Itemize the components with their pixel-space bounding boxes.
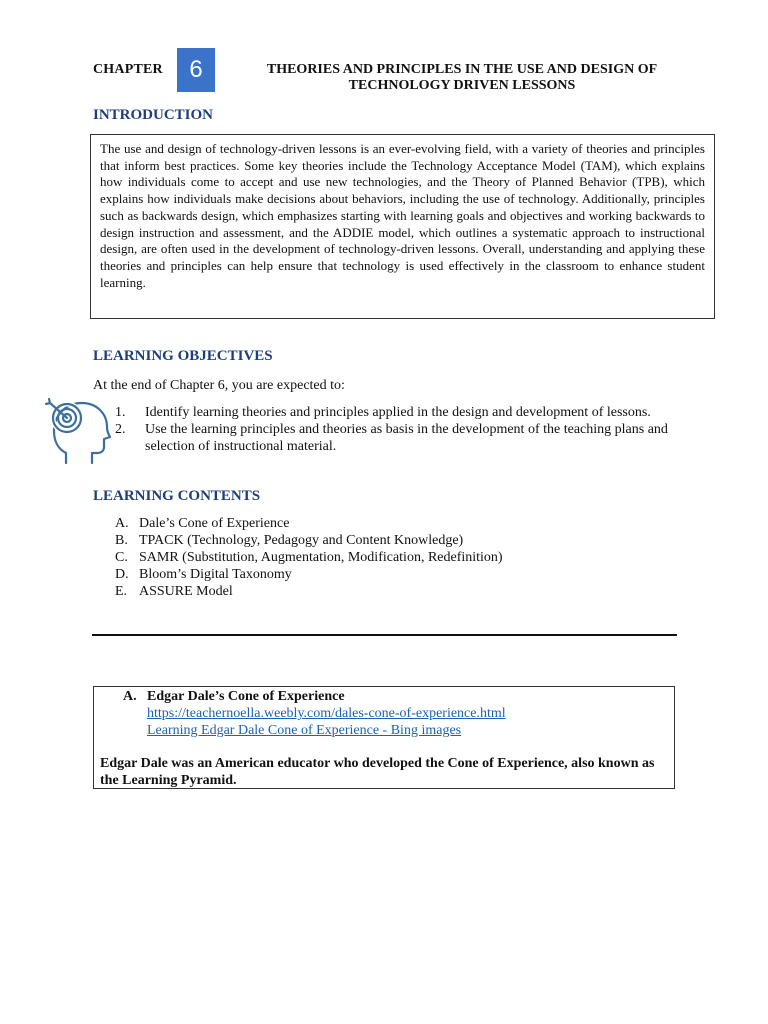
introduction-text: The use and design of technology-driven lessons is an ever-evolving field, with a variety of theories and principles that inform best practices. Some key theories include the Technology Acceptance Model (TAM), which explains how individuals come to accept and use new technologies, and the Theory of Planned Behavior (TPB), which explains how individuals make decisions about behaviors, including the use of technology. Additionally, principles such as backwards design, which emphasizes starting with learning goals and objectives and working backwards to design instruction and assessment, and the ADDIE model, which outlines a systematic approach to instructional design, are often used in the development of technology-driven lessons. Overall, understanding and applying these theories and principles can help ensure that technology is used effectively in the classroom to enhance student learning. <box>100 141 705 290</box>
objective-number: 1. <box>115 405 126 420</box>
content-text: Bloom’s Digital Taxonomy <box>139 567 292 582</box>
cone-section-letter: A. <box>123 689 137 704</box>
teachernoella-link[interactable]: https://teachernoella.weebly.com/dales-cone-of-experience.html <box>147 706 506 721</box>
bing-images-link[interactable]: Learning Edgar Dale Cone of Experience - Bing images <box>147 723 462 738</box>
content-item <box>115 566 503 583</box>
cone-of-experience-box <box>93 686 675 789</box>
learning-objectives-heading: LEARNING OBJECTIVES <box>93 348 273 364</box>
section-divider <box>92 634 677 636</box>
content-letter: C. <box>115 550 128 565</box>
head-target-icon <box>42 397 112 467</box>
chapter-title-line-2: TECHNOLOGY DRIVEN LESSONS <box>348 78 576 93</box>
content-item <box>115 515 503 532</box>
content-text: Dale’s Cone of Experience <box>139 516 290 531</box>
content-letter: D. <box>115 567 129 582</box>
objectives-lead: At the end of Chapter 6, you are expected to: <box>93 378 345 393</box>
cone-section-title: Edgar Dale’s Cone of Experience <box>147 689 345 704</box>
chapter-title <box>222 62 702 94</box>
content-item <box>115 532 503 549</box>
content-letter: E. <box>115 584 128 599</box>
objective-item <box>115 421 675 455</box>
objective-item <box>115 404 675 421</box>
chapter-number-badge: 6 <box>177 48 215 92</box>
content-letter: B. <box>115 533 128 548</box>
content-item <box>115 583 503 600</box>
objective-text: Use the learning principles and theories as basis in the development of the teaching plans and selection of instructional material. <box>145 422 668 454</box>
chapter-title-line-1: THEORIES AND PRINCIPLES IN THE USE AND DESIGN OF <box>266 62 658 77</box>
content-text: TPACK (Technology, Pedagogy and Content Knowledge) <box>139 533 464 548</box>
chapter-label: CHAPTER <box>93 62 163 77</box>
content-text: ASSURE Model <box>139 584 233 599</box>
introduction-heading: INTRODUCTION <box>93 107 214 123</box>
learning-contents-heading: LEARNING CONTENTS <box>93 488 261 504</box>
objective-text: Identify learning theories and principles applied in the design and development of lessons. <box>145 405 651 420</box>
cone-section-body: Edgar Dale was an American educator who developed the Cone of Experience, also known as the Learning Pyramid. <box>100 756 655 788</box>
content-item <box>115 549 503 566</box>
objectives-list <box>115 404 675 455</box>
cone-section-heading <box>123 688 345 705</box>
content-text: SAMR (Substitution, Augmentation, Modification, Redefinition) <box>139 550 503 565</box>
contents-list <box>115 515 503 600</box>
objective-number: 2. <box>115 422 126 437</box>
content-letter: A. <box>115 516 129 531</box>
introduction-box <box>90 134 715 319</box>
